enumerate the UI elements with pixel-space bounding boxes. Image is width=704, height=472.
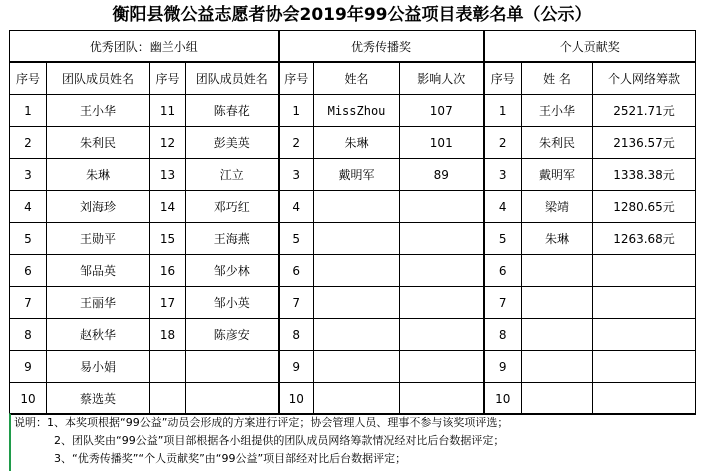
- team-no-cell: 10: [10, 383, 47, 415]
- spread-name-cell: [314, 287, 400, 319]
- personal-name-cell: 戴明军: [522, 159, 593, 191]
- col-team-name: 团队成员姓名: [47, 62, 150, 95]
- team-no-cell: 2: [10, 127, 47, 159]
- spread-no-cell: 3: [279, 159, 314, 191]
- column-header-row: [10, 62, 696, 95]
- team-member-cell: 王小华: [47, 95, 150, 127]
- col-personal-name: 姓 名: [522, 62, 593, 95]
- col-personal-amount: 个人网络筹款: [593, 62, 696, 95]
- team-no2-cell: 15: [150, 223, 186, 255]
- personal-amount-cell: [593, 383, 696, 415]
- personal-no-cell: 7: [484, 287, 522, 319]
- personal-name-cell: 朱琳: [522, 223, 593, 255]
- personal-no-cell: 3: [484, 159, 522, 191]
- spread-count-cell: 89: [400, 159, 484, 191]
- spread-count-cell: [400, 191, 484, 223]
- team-member-cell: 蔡选英: [47, 383, 150, 415]
- personal-amount-cell: 1338.38元: [593, 159, 696, 191]
- personal-no-cell: 4: [484, 191, 522, 223]
- col-team-no: 序号: [10, 62, 47, 95]
- personal-no-cell: 1: [484, 95, 522, 127]
- spread-name-cell: 戴明军: [314, 159, 400, 191]
- team-member2-cell: 王海燕: [186, 223, 279, 255]
- section-header-row: [10, 31, 696, 63]
- team-member2-cell: [186, 351, 279, 383]
- personal-amount-cell: [593, 255, 696, 287]
- personal-name-cell: [522, 287, 593, 319]
- table-row: [10, 95, 696, 127]
- personal-name-cell: [522, 351, 593, 383]
- spread-no-cell: 7: [279, 287, 314, 319]
- spread-no-cell: 1: [279, 95, 314, 127]
- spread-name-cell: [314, 351, 400, 383]
- spread-count-cell: [400, 287, 484, 319]
- personal-amount-cell: 1263.68元: [593, 223, 696, 255]
- spread-name-cell: 朱琳: [314, 127, 400, 159]
- team-member-cell: 朱利民: [47, 127, 150, 159]
- team-no-cell: 4: [10, 191, 47, 223]
- team-no-cell: 6: [10, 255, 47, 287]
- spread-count-cell: [400, 255, 484, 287]
- personal-amount-cell: 2136.57元: [593, 127, 696, 159]
- section-personal-title: 个人贡献奖: [484, 31, 696, 63]
- team-no2-cell: 17: [150, 287, 186, 319]
- team-no2-cell: 13: [150, 159, 186, 191]
- team-no2-cell: 12: [150, 127, 186, 159]
- team-member2-cell: 陈春花: [186, 95, 279, 127]
- col-spread-no: 序号: [279, 62, 314, 95]
- team-no-cell: 9: [10, 351, 47, 383]
- team-member2-cell: 邹小英: [186, 287, 279, 319]
- team-member-cell: 赵秋华: [47, 319, 150, 351]
- spread-no-cell: 10: [279, 383, 314, 415]
- spread-name-cell: [314, 383, 400, 415]
- team-member2-cell: 陈彦安: [186, 319, 279, 351]
- team-member2-cell: 江立: [186, 159, 279, 191]
- personal-name-cell: 梁靖: [522, 191, 593, 223]
- team-member2-cell: 邓巧红: [186, 191, 279, 223]
- personal-name-cell: [522, 319, 593, 351]
- personal-amount-cell: [593, 287, 696, 319]
- spread-count-cell: [400, 319, 484, 351]
- team-member-cell: 朱琳: [47, 159, 150, 191]
- table-row: [10, 127, 696, 159]
- section-team-title: 优秀团队：幽兰小组: [10, 31, 279, 63]
- col-personal-no: 序号: [484, 62, 522, 95]
- team-member-cell: 王丽华: [47, 287, 150, 319]
- spread-count-cell: 101: [400, 127, 484, 159]
- spread-name-cell: [314, 319, 400, 351]
- spread-no-cell: 4: [279, 191, 314, 223]
- note-line: 3、“优秀传播奖”“个人贡献奖”由“99公益”项目部经对比后台数据评定；: [54, 452, 407, 465]
- team-no-cell: 1: [10, 95, 47, 127]
- spread-no-cell: 5: [279, 223, 314, 255]
- table-row: [10, 159, 696, 191]
- team-member2-cell: 彭美英: [186, 127, 279, 159]
- personal-amount-cell: [593, 351, 696, 383]
- table-row: [10, 287, 696, 319]
- page-title: 衡阳县微公益志愿者协会2019年99公益项目表彰名单（公示）: [112, 5, 592, 25]
- personal-no-cell: 5: [484, 223, 522, 255]
- col-spread-count: 影响人次: [400, 62, 484, 95]
- personal-amount-cell: 2521.71元: [593, 95, 696, 127]
- team-no-cell: 3: [10, 159, 47, 191]
- team-member2-cell: [186, 383, 279, 415]
- personal-name-cell: 朱利民: [522, 127, 593, 159]
- table-row: [10, 223, 696, 255]
- spread-no-cell: 2: [279, 127, 314, 159]
- team-no2-cell: [150, 351, 186, 383]
- spread-count-cell: 107: [400, 95, 484, 127]
- spread-no-cell: 9: [279, 351, 314, 383]
- personal-no-cell: 9: [484, 351, 522, 383]
- table-row: [10, 319, 696, 351]
- personal-no-cell: 10: [484, 383, 522, 415]
- section-spread-title: 优秀传播奖: [279, 31, 484, 63]
- team-no-cell: 7: [10, 287, 47, 319]
- spread-name-cell: [314, 255, 400, 287]
- table-row: [10, 351, 696, 383]
- table-row: [10, 191, 696, 223]
- table-row: [10, 383, 696, 415]
- team-member2-cell: 邹少林: [186, 255, 279, 287]
- team-no-cell: 5: [10, 223, 47, 255]
- personal-amount-cell: 1280.65元: [593, 191, 696, 223]
- award-table: [9, 30, 696, 415]
- notes-block: [9, 413, 695, 471]
- personal-no-cell: 6: [484, 255, 522, 287]
- table-row: [10, 255, 696, 287]
- personal-name-cell: [522, 255, 593, 287]
- personal-no-cell: 2: [484, 127, 522, 159]
- col-team-name2: 团队成员姓名: [186, 62, 279, 95]
- spread-name-cell: [314, 191, 400, 223]
- team-member-cell: 王勋平: [47, 223, 150, 255]
- team-member-cell: 易小娟: [47, 351, 150, 383]
- col-spread-name: 姓名: [314, 62, 400, 95]
- team-member-cell: 邹品英: [47, 255, 150, 287]
- spread-no-cell: 6: [279, 255, 314, 287]
- personal-name-cell: [522, 383, 593, 415]
- spread-count-cell: [400, 223, 484, 255]
- spread-count-cell: [400, 351, 484, 383]
- spread-no-cell: 8: [279, 319, 314, 351]
- team-member-cell: 刘海珍: [47, 191, 150, 223]
- note-line: 2、团队奖由“99公益”项目部根据各小组提供的团队成员网络筹款情况经对比后台数据评定；: [54, 434, 505, 447]
- spread-count-cell: [400, 383, 484, 415]
- personal-no-cell: 8: [484, 319, 522, 351]
- team-no2-cell: 16: [150, 255, 186, 287]
- personal-name-cell: 王小华: [522, 95, 593, 127]
- spread-name-cell: MissZhou: [314, 95, 400, 127]
- team-no2-cell: [150, 383, 186, 415]
- spread-name-cell: [314, 223, 400, 255]
- team-no2-cell: 11: [150, 95, 186, 127]
- personal-amount-cell: [593, 319, 696, 351]
- note-line: 说明：1、本奖项根据“99公益”动员会形成的方案进行评定；协会管理人员、理事不参与该奖项评选；: [14, 416, 509, 429]
- team-no2-cell: 14: [150, 191, 186, 223]
- team-no-cell: 8: [10, 319, 47, 351]
- team-no2-cell: 18: [150, 319, 186, 351]
- col-team-no2: 序号: [150, 62, 186, 95]
